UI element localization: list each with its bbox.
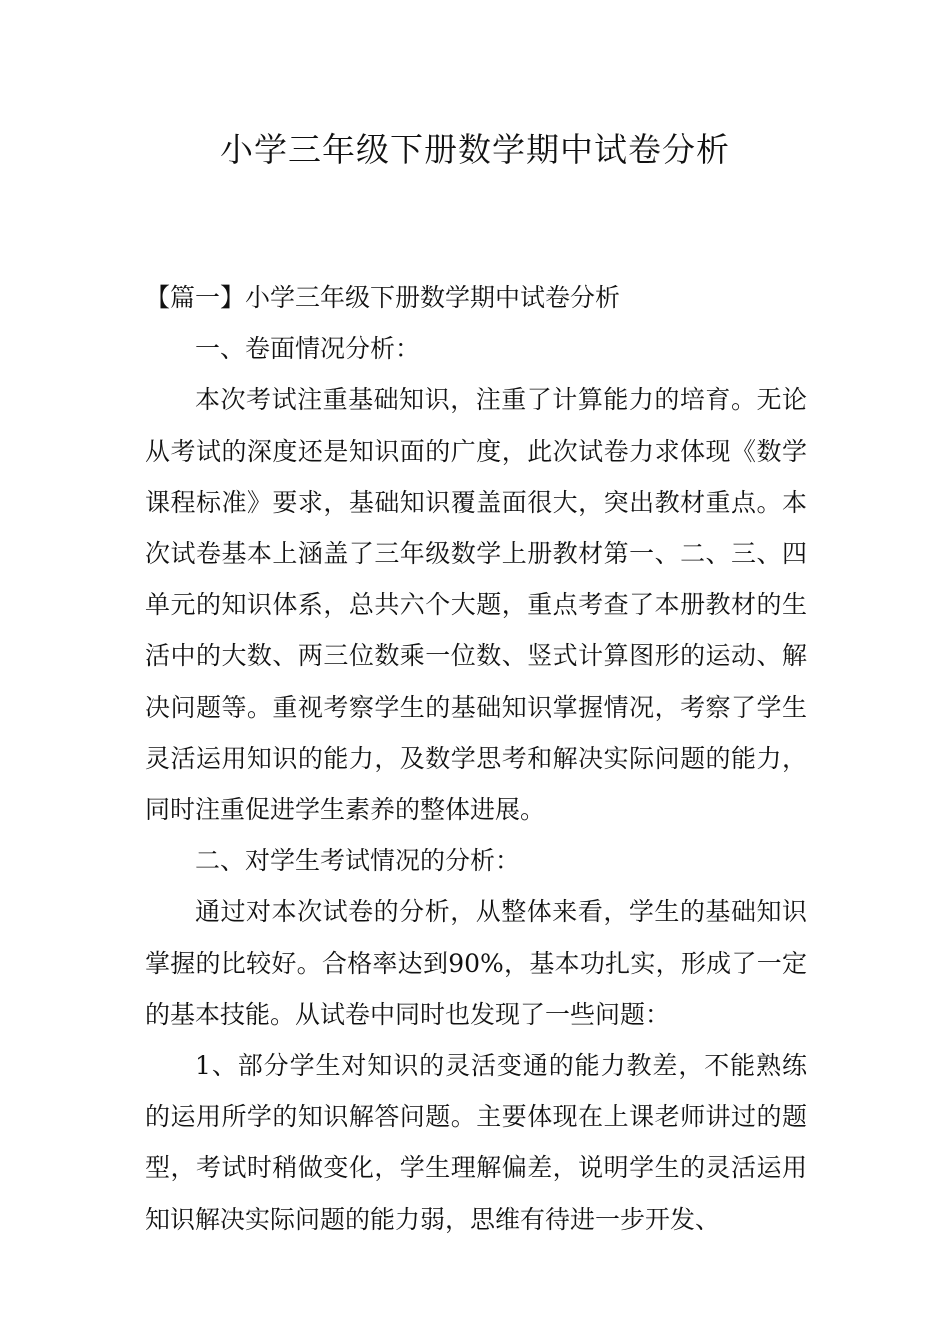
paragraph-student-analysis-heading: 二、对学生考试情况的分析： [195,846,521,876]
paragraph-exam-overview: 本次考试注重基础知识，注重了计算能力的培育。无论从考试的深度还是知识面的广度，此次试卷力求体现《数学课程标准》要求，基础知识覆盖面很大，突出教材重点。本次试卷基本上涵盖了三年级数学上册教材第一、二、三、四单元的知识体系，总共六个大题，重点考查了本册教材的生活中的大数、两三位数乘一位数、竖式计算图形的运动、解决问题等。重视考察学生的基础知识掌握情况，考察了学生灵活运用知识的能力，及数学思考和解决实际问题的能力，同时注重促进学生素养的整体进展。 [145,385,807,825]
paragraph-student-analysis: 通过对本次试卷的分析，从整体来看，学生的基础知识掌握的比较好。合格率达到90%，基本功扎实，形成了一定的基本技能。从试卷中同时也发现了一些问题： [145,897,807,1029]
document-body [145,272,807,1245]
paragraph-exam-overview-heading: 一、卷面情况分析： [195,334,421,364]
section-heading: 【篇一】小学三年级下册数学期中试卷分析 [145,283,621,312]
document-title: 小学三年级下册数学期中试卷分析 [220,130,730,169]
paragraph-issue-1: 1、部分学生对知识的灵活变通的能力教差，不能熟练的运用所学的知识解答问题。主要体现在上课老师讲过的题型，考试时稍做变化，学生理解偏差，说明学生的灵活运用知识解决实际问题的能力弱，思维有待进一步开发、 [145,1051,807,1234]
